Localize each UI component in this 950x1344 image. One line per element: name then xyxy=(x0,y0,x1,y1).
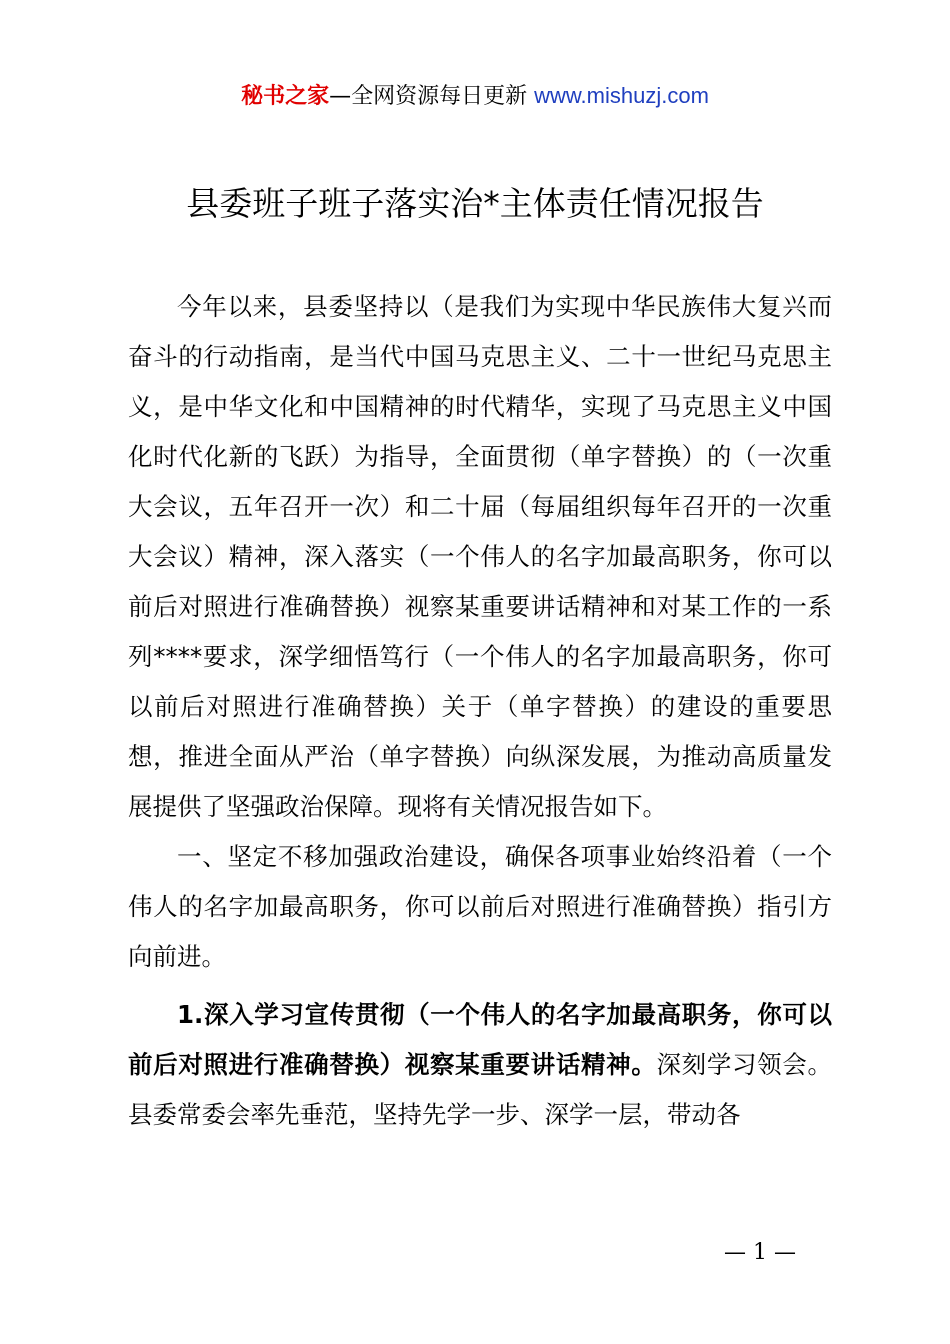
site-url[interactable]: www.mishuzj.com xyxy=(534,83,709,108)
item-heading-1: 1.深入学习宣传贯彻（一个伟人的名字加最高职务，你可以前后对照进行准确替换）视察某重要讲话精神。 xyxy=(128,1000,832,1079)
intro-paragraph: 今年以来，县委坚持以（是我们为实现中华民族伟大复兴而奋斗的行动指南，是当代中国马克思主义、二十一世纪马克思主义，是中华文化和中国精神的时代精华，实现了马克思主义中国化时代化新的飞跃）为指导，全面贯彻（单字替换）的（一次重大会议，五年召开一次）和二十届（每届组织每年召开的一次重大会议）精神，深入落实（一个伟人的名字加最高职务，你可以前后对照进行准确替换）视察某重要讲话精神和对某工作的一系列****要求，深学细悟笃行（一个伟人的名字加最高职务，你可以前后对照进行准确替换）关于（单字替换）的建设的重要思想，推进全面从严治（单字替换）向纵深发展，为推动高质量发展提供了坚强政治保障。现将有关情况报告如下。 xyxy=(128,292,832,821)
site-brand: 秘书之家 xyxy=(241,84,330,109)
page-number: — 1 — xyxy=(724,1240,796,1265)
document-title: 县委班子班子落实治*主体责任情况报告 xyxy=(186,184,764,223)
document-body xyxy=(128,282,832,1140)
site-header xyxy=(0,80,950,113)
section-heading-1: 一、坚定不移加强政治建设，确保各项事业始终沿着（一个伟人的名字加最高职务，你可以前后对照进行准确替换）指引方向前进。 xyxy=(128,842,832,971)
item-paragraph-1 xyxy=(128,990,832,1140)
item-text-1: 深刻学习领会。县委常委会率先垂范，坚持先学一步、深学一层，带动各 xyxy=(128,1050,832,1129)
site-tagline: —全网资源每日更新 xyxy=(329,84,535,109)
